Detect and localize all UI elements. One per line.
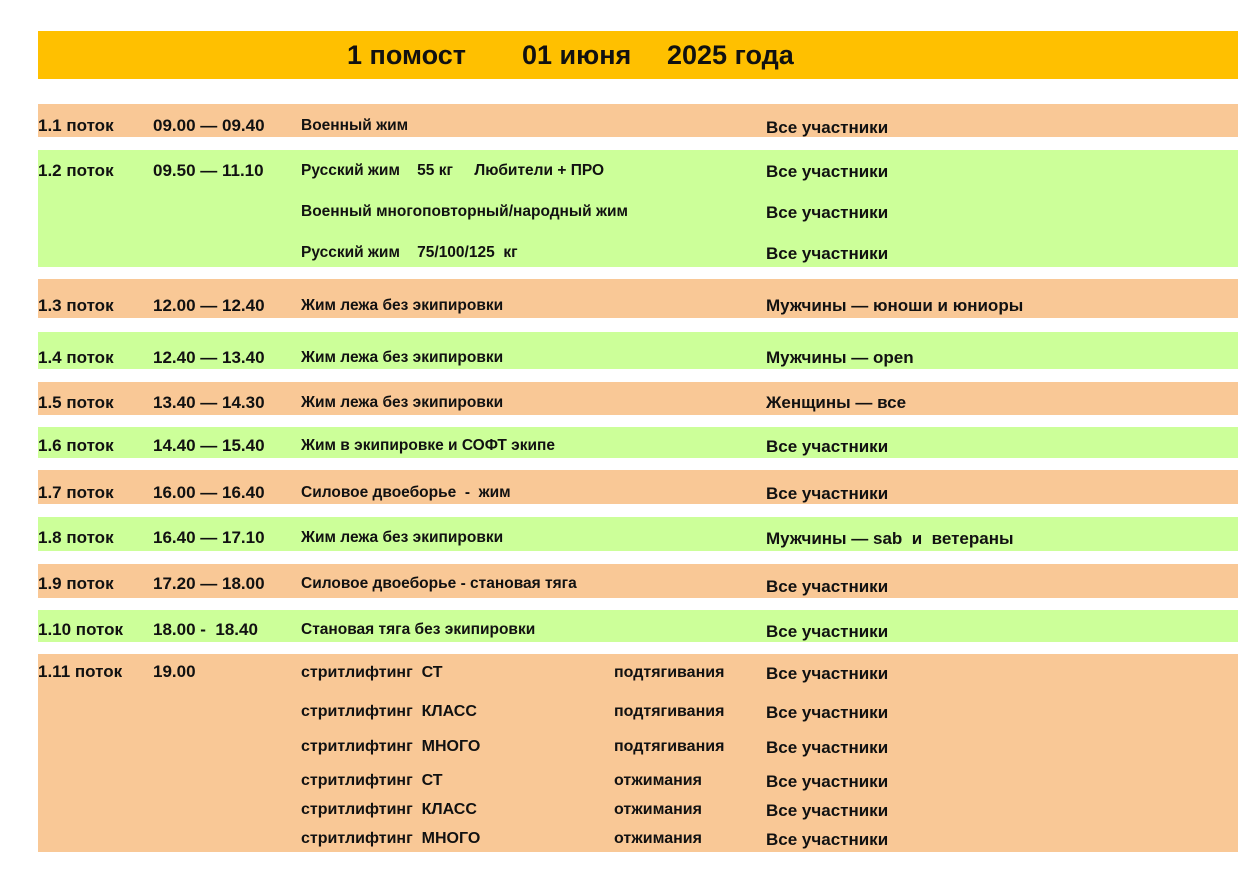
stream-participants: Все участники <box>766 437 889 456</box>
stream-id: 1.7 поток <box>38 483 114 502</box>
stream-event: стритлифтинг МНОГО <box>301 738 481 755</box>
stream-id: 1.4 поток <box>38 348 114 367</box>
stream-participants: Все участники <box>766 830 889 849</box>
stream-participants: Все участники <box>766 203 889 222</box>
stream-id: 1.3 поток <box>38 296 114 315</box>
stream-participants: Все участники <box>766 577 889 596</box>
stream-id: 1.1 поток <box>38 116 114 135</box>
stream-time: 13.40 — 14.30 <box>153 393 265 412</box>
stream-exercise: отжимания <box>614 801 702 818</box>
stream-row <box>38 654 1238 852</box>
stage-title: 1 помост <box>347 39 466 70</box>
stream-event: стритлифтинг КЛАСС <box>301 703 477 720</box>
stream-event: стритлифтинг КЛАСС <box>301 801 477 818</box>
stream-event: Жим в экипировке и СОФТ экипе <box>301 437 555 454</box>
stream-participants: Женщины — все <box>766 393 907 412</box>
stream-event: Силовое двоеборье - жим <box>301 484 511 501</box>
page-title <box>38 31 1238 79</box>
stream-participants: Все участники <box>766 622 889 641</box>
stream-row <box>38 564 1238 598</box>
stream-event: стритлифтинг СТ <box>301 664 443 681</box>
stream-time: 16.40 — 17.10 <box>153 528 265 547</box>
stream-time: 12.40 — 13.40 <box>153 348 265 367</box>
stream-id: 1.2 поток <box>38 161 114 180</box>
stream-row <box>38 470 1238 504</box>
event-date: 01 июня <box>522 39 632 70</box>
stream-id: 1.6 поток <box>38 436 114 455</box>
stream-event: стритлифтинг СТ <box>301 772 443 789</box>
stream-time: 09.00 — 09.40 <box>153 116 265 135</box>
stream-event: Жим лежа без экипировки <box>301 529 504 546</box>
stream-id: 1.5 поток <box>38 393 114 412</box>
stream-row <box>38 382 1238 415</box>
stream-exercise: подтягивания <box>614 703 725 720</box>
stream-exercise: отжимания <box>614 830 702 847</box>
stream-time: 16.00 — 16.40 <box>153 483 265 502</box>
stream-event: Русский жим 75/100/125 кг <box>301 244 518 261</box>
stream-row <box>38 279 1238 318</box>
stream-participants: Все участники <box>766 664 889 683</box>
stream-id: 1.11 поток <box>38 662 123 681</box>
stream-time: 09.50 — 11.10 <box>153 161 264 180</box>
stream-participants: Все участники <box>766 244 889 263</box>
stream-event: Военный многоповторный/народный жим <box>301 203 628 220</box>
stream-event: Русский жим 55 кг Любители + ПРО <box>301 162 605 179</box>
stream-time: 18.00 - 18.40 <box>153 620 258 639</box>
stream-row <box>38 610 1238 642</box>
stream-time: 17.20 — 18.00 <box>153 574 265 593</box>
stream-participants: Все участники <box>766 738 889 757</box>
stream-event: Становая тяга без экипировки <box>301 621 536 638</box>
stream-event: Жим лежа без экипировки <box>301 394 504 411</box>
stream-participants: Все участники <box>766 484 889 503</box>
stream-participants: Все участники <box>766 801 889 820</box>
stream-id: 1.10 поток <box>38 620 124 639</box>
stream-row <box>38 332 1238 369</box>
stream-participants: Все участники <box>766 162 889 181</box>
stream-participants: Мужчины — юноши и юниоры <box>766 296 1024 315</box>
stream-participants: Все участники <box>766 118 889 137</box>
stream-event: Жим лежа без экипировки <box>301 349 504 366</box>
stream-row <box>38 427 1238 458</box>
stream-event: стритлифтинг МНОГО <box>301 830 481 847</box>
stream-participants: Все участники <box>766 703 889 722</box>
stream-row <box>38 104 1238 137</box>
stream-row <box>38 150 1238 267</box>
stream-exercise: подтягивания <box>614 738 725 755</box>
stream-time: 19.00 <box>153 662 196 681</box>
stream-event: Жим лежа без экипировки <box>301 297 504 314</box>
stream-row <box>38 517 1238 551</box>
stream-exercise: подтягивания <box>614 664 725 681</box>
stream-exercise: отжимания <box>614 772 702 789</box>
stream-id: 1.9 поток <box>38 574 114 593</box>
stream-participants: Мужчины — sab и ветераны <box>766 529 1014 548</box>
stream-time: 12.00 — 12.40 <box>153 296 265 315</box>
stream-participants: Мужчины — open <box>766 348 914 367</box>
stream-participants: Все участники <box>766 772 889 791</box>
stream-id: 1.8 поток <box>38 528 114 547</box>
stream-time: 14.40 — 15.40 <box>153 436 265 455</box>
stream-event: Военный жим <box>301 117 409 134</box>
stream-event: Силовое двоеборье - становая тяга <box>301 575 577 592</box>
event-year: 2025 года <box>667 39 794 70</box>
